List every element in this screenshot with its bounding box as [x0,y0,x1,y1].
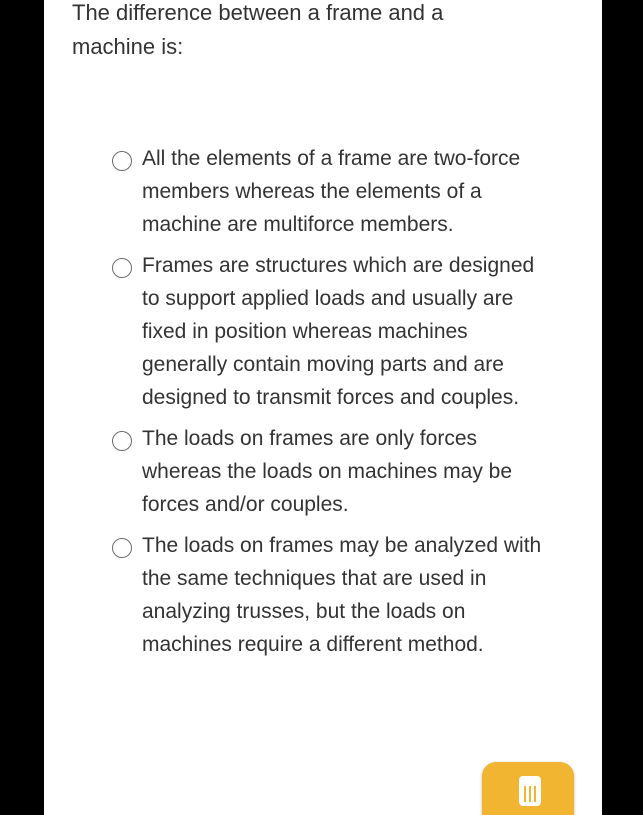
answer-option-text: All the elements of a frame are two-force members whereas the elements of a machine are multiforce members. [142,147,521,236]
answer-option-text: The loads on frames are only forces whereas the loads on machines may be forces and/or couples. [142,427,513,516]
answer-option-1[interactable] [112,142,542,241]
notes-button[interactable] [482,762,574,815]
answer-option-2[interactable] [112,249,542,414]
question-text: The difference between a frame and a machine is: [72,0,444,59]
radio-button-4[interactable] [112,538,132,558]
answer-option-3[interactable] [112,422,542,521]
answer-option-text: The loads on frames may be analyzed with the same techniques that are used in analyzing trusses, but the loads on machines require a different method. [142,534,542,656]
answer-option-text: Frames are structures which are designed to support applied loads and usually are fixed in position whereas machines generally contain moving parts and are designed to transmit forces and couples. [142,254,535,409]
answer-option-4[interactable] [112,529,542,661]
radio-button-2[interactable] [112,258,132,278]
notes-icon [519,776,541,806]
radio-button-1[interactable] [112,151,132,171]
question-panel [44,0,602,815]
radio-button-3[interactable] [112,431,132,451]
answer-options [112,142,542,669]
